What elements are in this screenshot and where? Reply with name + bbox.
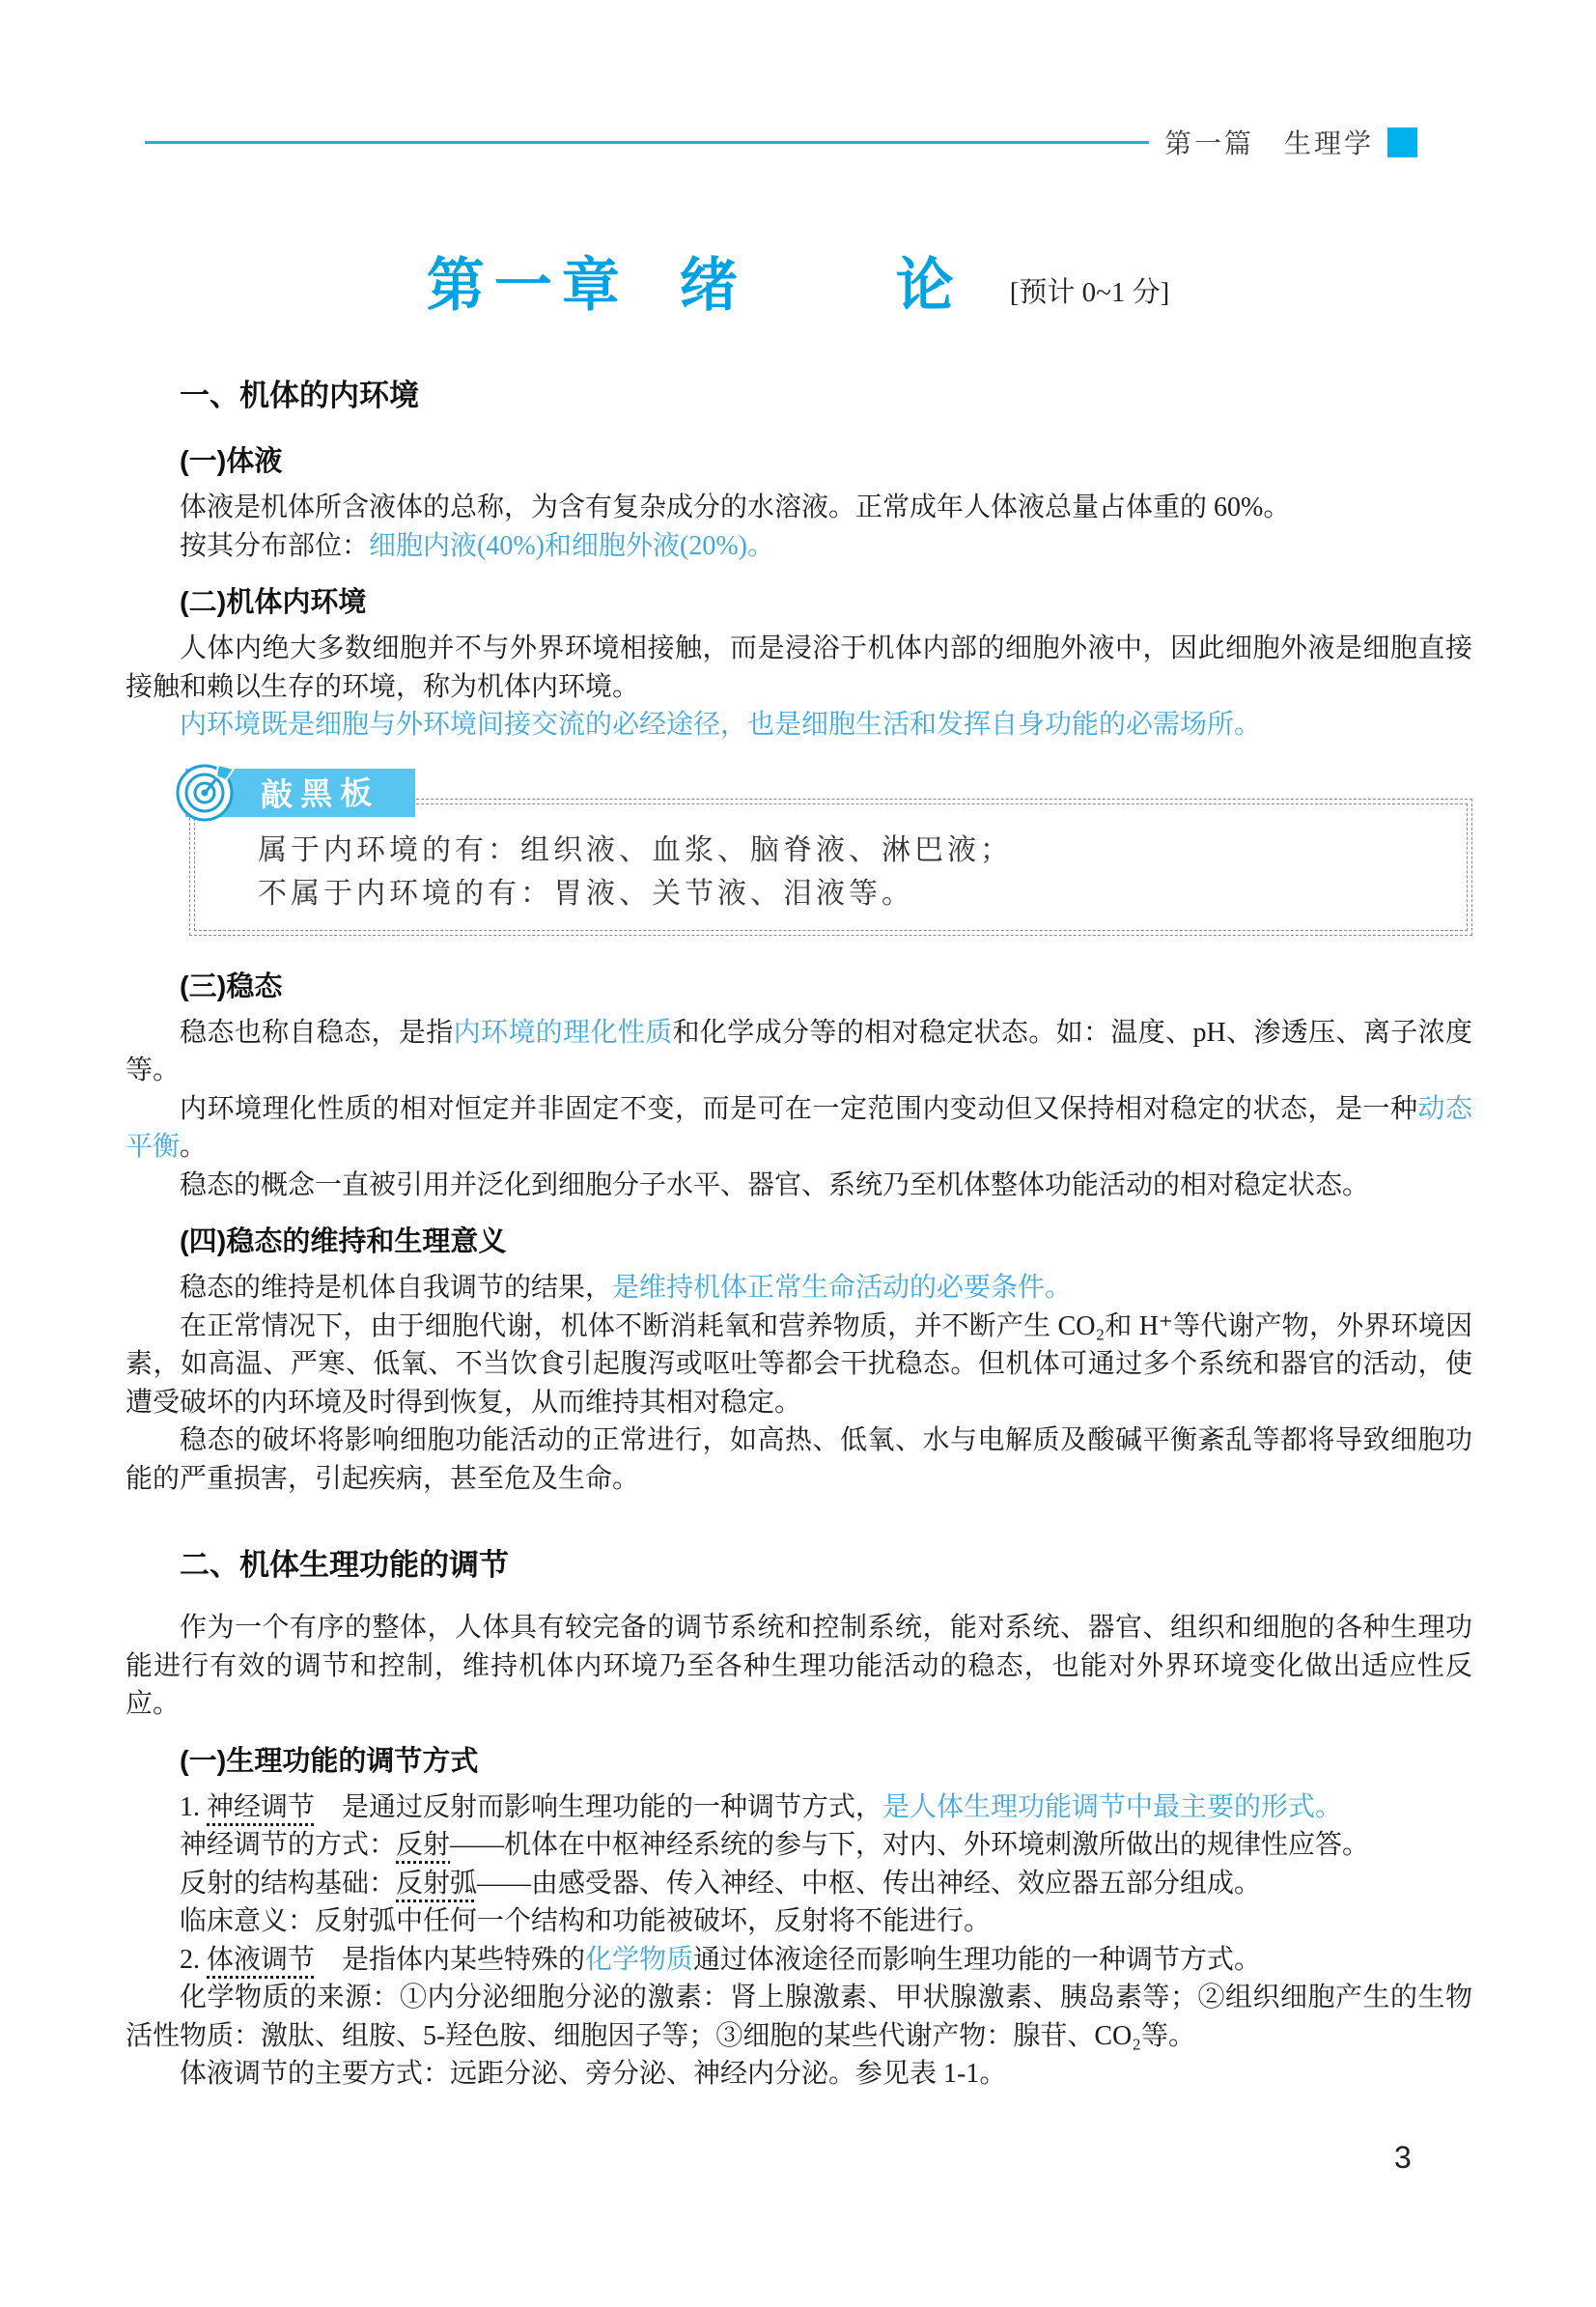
highlight-chemical-substances: 化学物质 xyxy=(585,1944,694,1975)
highlight-main-form: 是人体生理功能调节中最主要的形式。 xyxy=(882,1791,1343,1822)
paragraph-fluid-distribution: 按其分布部位：细胞内液(40%)和细胞外液(20%)。 xyxy=(180,530,774,561)
paragraph-clinical-significance: 临床意义：反射弧中任何一个结构和功能被破坏，反射将不能进行。 xyxy=(180,1906,992,1936)
paragraph-homeostasis-generalized: 稳态的概念一直被引用并泛化到细胞分子水平、器官、系统乃至机体整体功能活动的相对稳定状态。 xyxy=(180,1169,1370,1200)
highlight-fluid-percentages: 细胞内液(40%)和细胞外液(20%)。 xyxy=(369,530,774,561)
paragraph-homeostasis-maintenance: 稳态的维持是机体自我调节的结果，是维持机体正常生命活动的必要条件。 xyxy=(180,1273,1073,1303)
paragraph-internal-environment-role xyxy=(126,706,1472,745)
paragraph-humoral-main-modes: 体液调节的主要方式：远距分泌、旁分泌、神经内分泌。参见表 1-1。 xyxy=(180,2059,1007,2089)
subsection-regulation-modes-title: (一)生理功能的调节方式 xyxy=(180,1745,479,1777)
header-rule-line xyxy=(145,141,1149,144)
paragraph-reflex-arc: 反射的结构基础：反射弧——由感受器、传入神经、中枢、传出神经、效应器五部分组成。 xyxy=(180,1868,1262,1899)
chapter-score-note: [预计 0~1 分] xyxy=(1009,277,1170,308)
paragraph-neural-regulation: 1. 神经调节 是通过反射而影响生理功能的一种调节方式，是人体生理功能调节中最主要的形式。 xyxy=(180,1791,1343,1822)
paragraph-body-fluid: 体液是机体所含液体的总称，为含有复杂成分的水溶液。正常成年人体液总量占体重的 60%。 xyxy=(180,492,1291,522)
section-2-title: 二、机体生理功能的调节 xyxy=(180,1548,509,1582)
breadcrumb: 第一篇 生理学 xyxy=(1163,128,1374,158)
blackboard-line-not-belongs: 不属于内环境的有：胃液、关节液、泪液等。 xyxy=(258,877,914,910)
blackboard-label: 敲黑板 xyxy=(260,774,380,813)
chapter-heading xyxy=(0,253,1596,318)
page-number: 3 xyxy=(1394,2140,1412,2175)
paragraph-reflex: 神经调节的方式：反射——机体在中枢神经系统的参与下，对内、外环境刺激所做出的规律性应答。 xyxy=(180,1830,1370,1860)
paragraph-internal-environment: 人体内绝大多数细胞并不与外界环境相接触，而是浸浴于机体内部的细胞外液中，因此细胞外液是细胞直接接触和赖以生存的环境，称为机体内环境。 xyxy=(126,633,1472,702)
blackboard-tab xyxy=(185,769,415,817)
subsection-homeostasis-title: (三)稳态 xyxy=(180,971,283,1002)
subsection-homeostasis-significance-title: (四)稳态的维持和生理意义 xyxy=(180,1226,507,1257)
emphasis-neural-regulation: 神经调节 xyxy=(207,1791,316,1822)
section-1-title: 一、机体的内环境 xyxy=(180,379,419,412)
paragraph-humoral-regulation: 2. 体液调节 是指体内某些特殊的化学物质通过体液途径而影响生理功能的一种调节方式。 xyxy=(180,1944,1262,1975)
highlight-necessary-condition: 是维持机体正常生命活动的必要条件。 xyxy=(612,1273,1073,1303)
chapter-number: 第一章 xyxy=(426,253,630,318)
blackboard-line-belongs: 属于内环境的有：组织液、血浆、脑脊液、淋巴液； xyxy=(258,833,1013,866)
emphasis-reflex: 反射 xyxy=(396,1830,451,1860)
textbook-page xyxy=(0,126,1596,2175)
subsection-internal-environment-title: (二)机体内环境 xyxy=(180,587,367,618)
paragraph-homeostasis-damage: 稳态的破坏将影响细胞功能活动的正常进行，如高热、低氧、水与电解质及酸碱平衡紊乱等都将导致细胞功能的严重损害，引起疾病，甚至危及生命。 xyxy=(126,1425,1472,1494)
paragraph-chemical-sources: 化学物质的来源：①内分泌细胞分泌的激素：肾上腺激素、甲状腺激素、胰岛素等；②组织细胞产生的生物活性物质：激肽、组胺、5-羟色胺、细胞因子等；③细胞的某些代谢产物：腺苷、CO₂等。 xyxy=(126,1983,1472,2051)
page-header xyxy=(145,126,1417,158)
header-marker-square xyxy=(1387,127,1417,157)
emphasis-humoral-regulation: 体液调节 xyxy=(207,1944,316,1975)
highlight-physicochemical-properties: 内环境的理化性质 xyxy=(453,1017,673,1048)
highlight-internal-environment-role: 内环境既是细胞与外环境间接交流的必经途径，也是细胞生活和发挥自身功能的必需场所。 xyxy=(180,710,1262,740)
page-content xyxy=(126,371,1472,2094)
paragraph-dynamic-balance: 内环境理化性质的相对恒定并非固定不变，而是可在一定范围内变动但又保持相对稳定的状态，是一种动态平衡。 xyxy=(126,1093,1472,1162)
paragraph-metabolism-disturbance: 在正常情况下，由于细胞代谢，机体不断消耗氧和营养物质，并不断产生 CO₂和 H⁺等代谢产物，外界环境因素，如高温、严寒、低氧、不当饮食引起腹泻或呕吐等都会干扰稳态。但机体可通过多个系统和器官的活动，使遭受破坏的内环境及时得到恢复，从而维持其相对稳定。 xyxy=(126,1310,1472,1418)
chapter-title: 绪 论 xyxy=(679,253,1004,318)
paragraph-regulation-overview: 作为一个有序的整体，人体具有较完备的调节系统和控制系统，能对系统、器官、组织和细胞的各种生理功能进行有效的调节和控制，维持机体内环境乃至各种生理功能活动的稳态，也能对外界环境变化做出适应性反应。 xyxy=(126,1613,1472,1719)
subsection-body-fluid-title: (一)体液 xyxy=(180,446,283,477)
blackboard-callout-box xyxy=(189,774,1472,936)
emphasis-reflex-arc: 反射弧 xyxy=(396,1868,478,1899)
paragraph-homeostasis-definition: 稳态也称自稳态，是指内环境的理化性质和化学成分等的相对稳定状态。如：温度、pH、渗透压、离子浓度等。 xyxy=(126,1017,1472,1085)
highlight-dynamic-balance: 动态平衡 xyxy=(126,1093,1472,1162)
